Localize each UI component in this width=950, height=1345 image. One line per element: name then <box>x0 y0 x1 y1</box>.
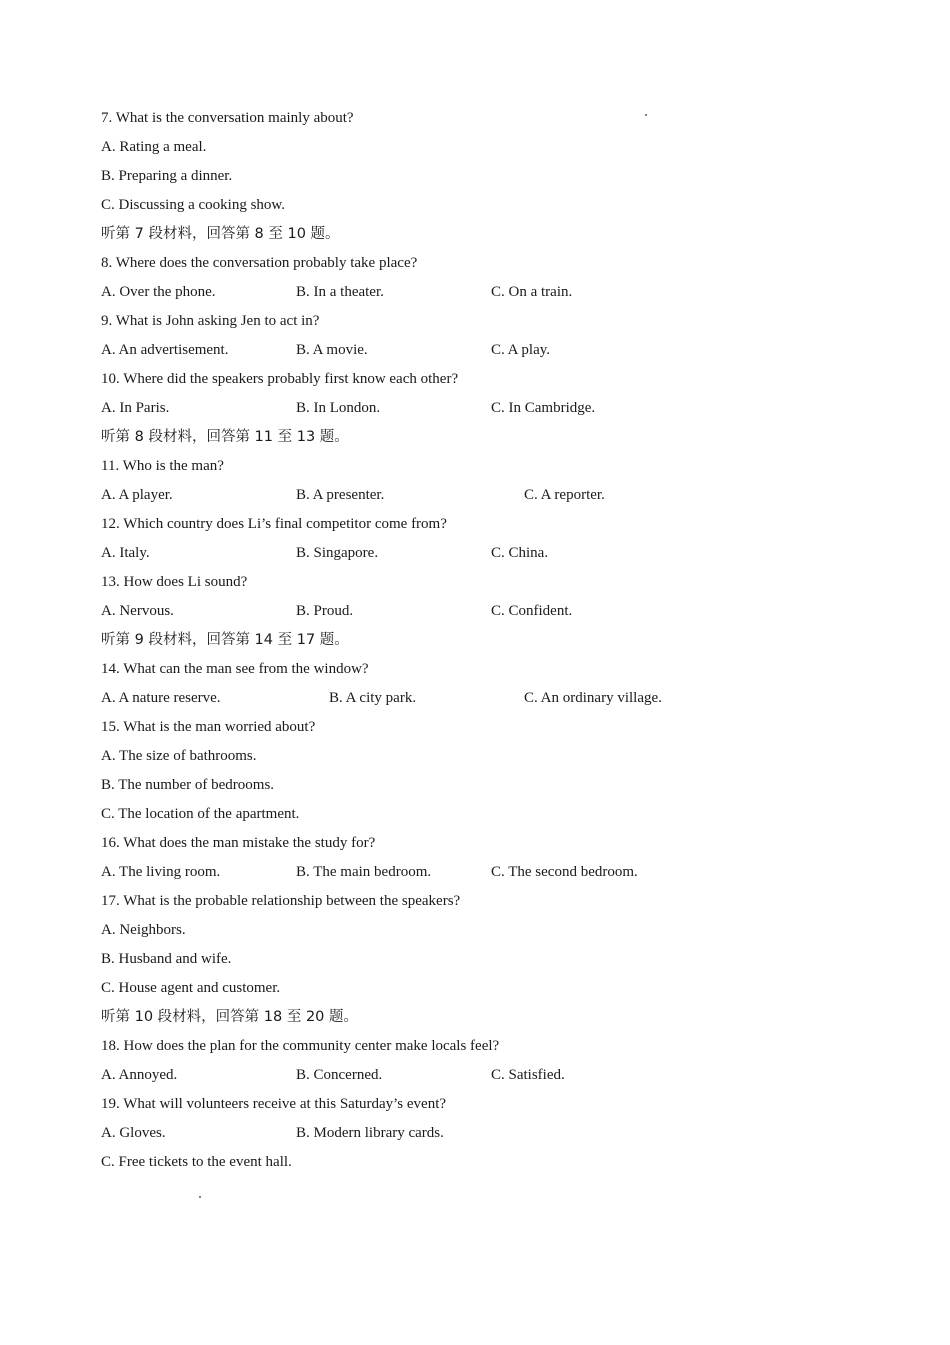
section-heading-10: 听第 10 段材料，回答第 18 至 20 题。 <box>101 1009 359 1025</box>
option-17b: B. Husband and wife. <box>101 951 232 967</box>
question-9: 9. What is John asking Jen to act in? <box>101 313 320 329</box>
option-8a: A. Over the phone. <box>101 284 216 300</box>
option-7a: A. Rating a meal. <box>101 139 207 155</box>
speck-mark <box>199 1196 201 1198</box>
options-12 <box>101 541 861 570</box>
option-9b: B. A movie. <box>296 342 368 358</box>
question-15: 15. What is the man worried about? <box>101 719 316 735</box>
option-18c: C. Satisfied. <box>491 1067 565 1083</box>
question-10: 10. Where did the speakers probably first know each other? <box>101 371 459 387</box>
section-heading-9: 听第 9 段材料，回答第 14 至 17 题。 <box>101 632 349 648</box>
option-16b: B. The main bedroom. <box>296 864 432 880</box>
option-16c: C. The second bedroom. <box>491 864 638 880</box>
option-19a: A. Gloves. <box>101 1125 166 1141</box>
options-11 <box>101 483 861 512</box>
options-18 <box>101 1063 861 1092</box>
option-13a: A. Nervous. <box>101 603 174 619</box>
option-12b: B. Singapore. <box>296 545 379 561</box>
section-heading-7: 听第 7 段材料，回答第 8 至 10 题。 <box>101 226 340 242</box>
option-14c: C. An ordinary village. <box>524 690 662 706</box>
option-17c: C. House agent and customer. <box>101 980 281 996</box>
option-7b: B. Preparing a dinner. <box>101 168 233 184</box>
option-17a: A. Neighbors. <box>101 922 186 938</box>
section-heading-8: 听第 8 段材料，回答第 11 至 13 题。 <box>101 429 349 445</box>
option-8c: C. On a train. <box>491 284 573 300</box>
option-10a: A. In Paris. <box>101 400 170 416</box>
option-10c: C. In Cambridge. <box>491 400 596 416</box>
option-19c: C. Free tickets to the event hall. <box>101 1154 292 1170</box>
options-14 <box>101 686 861 715</box>
question-17: 17. What is the probable relationship between the speakers? <box>101 893 461 909</box>
question-11: 11. Who is the man? <box>101 458 224 474</box>
option-15a: A. The size of bathrooms. <box>101 748 257 764</box>
option-13b: B. Proud. <box>296 603 354 619</box>
question-14: 14. What can the man see from the window? <box>101 661 369 677</box>
option-11c: C. A reporter. <box>524 487 605 503</box>
option-15b: B. The number of bedrooms. <box>101 777 275 793</box>
question-16: 16. What does the man mistake the study for? <box>101 835 376 851</box>
option-8b: B. In a theater. <box>296 284 384 300</box>
option-9c: C. A play. <box>491 342 551 358</box>
option-15c: C. The location of the apartment. <box>101 806 300 822</box>
question-7: 7. What is the conversation mainly about? <box>101 110 354 126</box>
options-10 <box>101 396 861 425</box>
question-12: 12. Which country does Li’s final competitor come from? <box>101 516 447 532</box>
options-13 <box>101 599 861 628</box>
option-11a: A. A player. <box>101 487 173 503</box>
options-9 <box>101 338 861 367</box>
options-16 <box>101 860 861 889</box>
options-8 <box>101 280 861 309</box>
question-list <box>101 106 861 1179</box>
option-14a: A. A nature reserve. <box>101 690 221 706</box>
option-7c: C. Discussing a cooking show. <box>101 197 286 213</box>
question-8: 8. Where does the conversation probably take place? <box>101 255 418 271</box>
option-12a: A. Italy. <box>101 545 150 561</box>
option-16a: A. The living room. <box>101 864 221 880</box>
option-12c: C. China. <box>491 545 549 561</box>
option-13c: C. Confident. <box>491 603 573 619</box>
question-13: 13. How does Li sound? <box>101 574 248 590</box>
option-11b: B. A presenter. <box>296 487 385 503</box>
option-18a: A. Annoyed. <box>101 1067 178 1083</box>
option-19b: B. Modern library cards. <box>296 1125 444 1141</box>
option-10b: B. In London. <box>296 400 381 416</box>
options-19 <box>101 1121 861 1150</box>
question-19: 19. What will volunteers receive at this Saturday’s event? <box>101 1096 447 1112</box>
option-14b: B. A city park. <box>329 690 417 706</box>
option-18b: B. Concerned. <box>296 1067 383 1083</box>
option-9a: A. An advertisement. <box>101 342 229 358</box>
question-18: 18. How does the plan for the community center make locals feel? <box>101 1038 500 1054</box>
